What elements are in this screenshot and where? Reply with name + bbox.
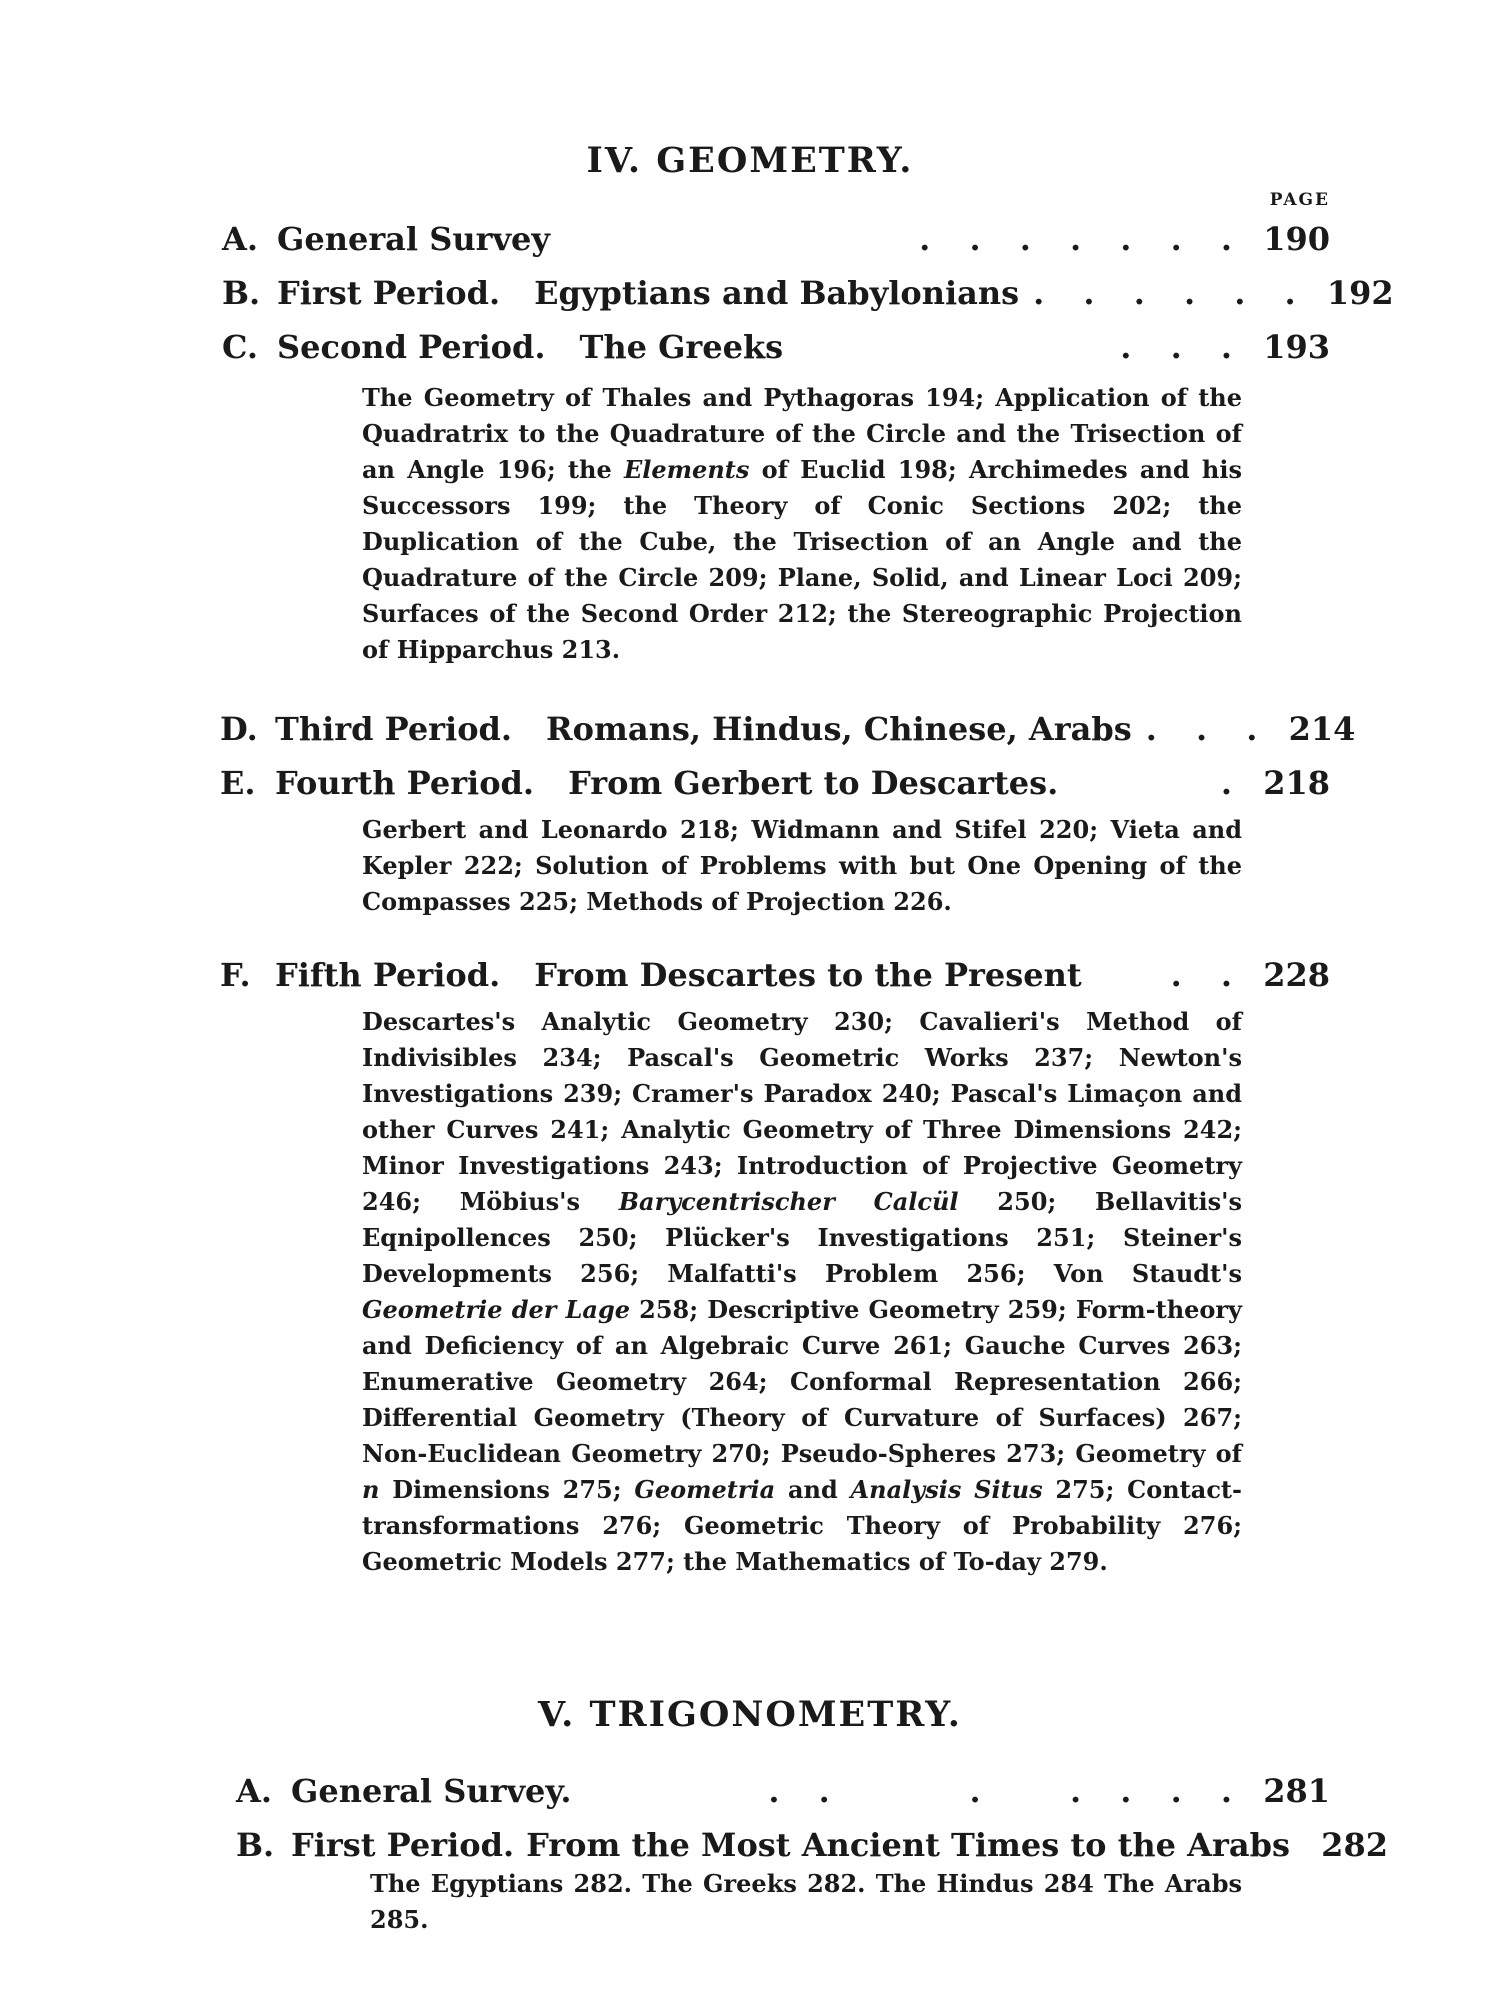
toc-entry-geometry-e[interactable]	[220, 752, 1330, 802]
entry-description-geometry-e: Gerbert and Leonardo 218; Widmann and Stifel 220; Vieta and Kepler 222; Solution of Problems with but One Opening of the Compasses 225; Methods of Projection 226.	[362, 815, 1242, 916]
dot-leader: . . .	[1145, 710, 1272, 748]
entry-subject: The Greeks	[579, 328, 784, 366]
entry-subject: From Gerbert to Descartes.	[568, 764, 1059, 802]
dot-leader: . .	[1170, 956, 1246, 994]
toc-entry-geometry-d[interactable]	[220, 698, 1356, 748]
entry-description-geometry-f: Descartes's Analytic Geometry 230; Cavalieri's Method of Indivisibles 234; Pascal's Geometric Works 237; Newton's Investigations 239; Cramer's Paradox 240; Pascal's Limaçon and other Curves 241; Analytic Geometry of Three Dimensions 242; Minor Investigations 243; Introduction of Projective Geometry 246; Möbius's Barycentrischer Calcül 250; Bellavitis's Eqnipollences 250; Plücker's Investigations 251; Steiner's Developments 256; Malfatti's Problem 256; Von Staudt's Geometrie der Lage 258; Descriptive Geometry 259; Form-theory and Deficiency of an Algebraic Curve 261; Gauche Curves 263; Enumerative Geometry 264; Conformal Representation 266; Differential Geometry (Theory of Curvature of Surfaces) 267; Non-Euclidean Geometry 270; Pseudo-Spheres 273; Geometry of n Dimensions 275; Geometria and Analysis Situs 275; Contact-transformations 276; Geometric Theory of Probability 276; Geometric Models 277; the Mathematics of To-day 279.	[362, 1007, 1243, 1576]
entry-period: General Survey	[277, 220, 550, 258]
toc-entry-trigonometry-b[interactable]	[236, 1814, 1388, 1864]
entry-page-number: 282	[1321, 1826, 1388, 1864]
entry-period: Third Period.	[275, 710, 513, 748]
toc-entry-geometry-b[interactable]	[222, 262, 1394, 312]
entry-subject: Romans, Hindus, Chinese, Arabs	[546, 710, 1132, 748]
entry-letter: F.	[220, 956, 251, 994]
entry-letter: B.	[236, 1826, 275, 1864]
entry-subject: From the Most Ancient Times to the Arabs	[526, 1826, 1290, 1864]
entry-subject: Egyptians and Babylonians	[534, 274, 1020, 312]
toc-entry-geometry-a[interactable]	[222, 208, 1330, 258]
entry-period: Fifth Period.	[275, 956, 501, 994]
toc-entry-geometry-c[interactable]	[222, 316, 1330, 366]
entry-page-number: 192	[1326, 274, 1394, 312]
toc-entry-trigonometry-a[interactable]	[236, 1760, 1330, 1810]
entry-period: First Period.	[291, 1826, 515, 1864]
trigonometry-section-title: V. TRIGONOMETRY.	[538, 1694, 962, 1735]
entry-period: Fourth Period.	[275, 764, 535, 802]
entry-letter: B.	[222, 274, 261, 312]
dot-leader: . . . . . . .	[768, 1772, 1246, 1810]
entry-page-number: 190	[1263, 220, 1330, 258]
entry-page-number: 193	[1263, 328, 1330, 366]
entry-subject: From Descartes to the Present	[534, 956, 1082, 994]
entry-letter: E.	[220, 764, 256, 802]
entry-letter: A.	[236, 1772, 272, 1810]
dot-leader: . . . . . . .	[919, 220, 1246, 258]
entry-letter: D.	[220, 710, 258, 748]
geometry-section-title: IV. GEOMETRY.	[586, 140, 914, 181]
entry-page-number: 228	[1263, 956, 1330, 994]
entry-letter: C.	[222, 328, 259, 366]
entry-description-geometry-c: The Geometry of Thales and Pythagoras 194; Application of the Quadratrix to the Quadrature of the Circle and the Trisection of an Angle 196; the Elements of Euclid 198; Archimedes and his Successors 199; the Theory of Conic Sections 202; the Duplication of the Cube, the Trisection of an Angle and the Quadrature of the Circle 209; Plane, Solid, and Linear Loci 209; Surfaces of the Second Order 212; the Stereographic Projection of Hipparchus 213.	[362, 383, 1242, 664]
entry-period: Second Period.	[277, 328, 546, 366]
dot-leader: . . . . . .	[1033, 274, 1310, 312]
entry-period: General Survey.	[291, 1772, 572, 1810]
entry-page-number: 214	[1288, 710, 1356, 748]
entry-letter: A.	[222, 220, 258, 258]
entry-page-number: 281	[1263, 1772, 1330, 1810]
page-column-header: PAGE	[1269, 190, 1330, 210]
entry-page-number: 218	[1263, 764, 1330, 802]
dot-leader: .	[1220, 764, 1246, 802]
entry-description-trigonometry-b: The Egyptians 282. The Greeks 282. The Hindus 284 The Arabs 285.	[370, 1869, 1242, 1934]
dot-leader: . . .	[1120, 328, 1246, 366]
toc-entry-geometry-f[interactable]	[220, 944, 1330, 994]
entry-period: First Period.	[277, 274, 501, 312]
